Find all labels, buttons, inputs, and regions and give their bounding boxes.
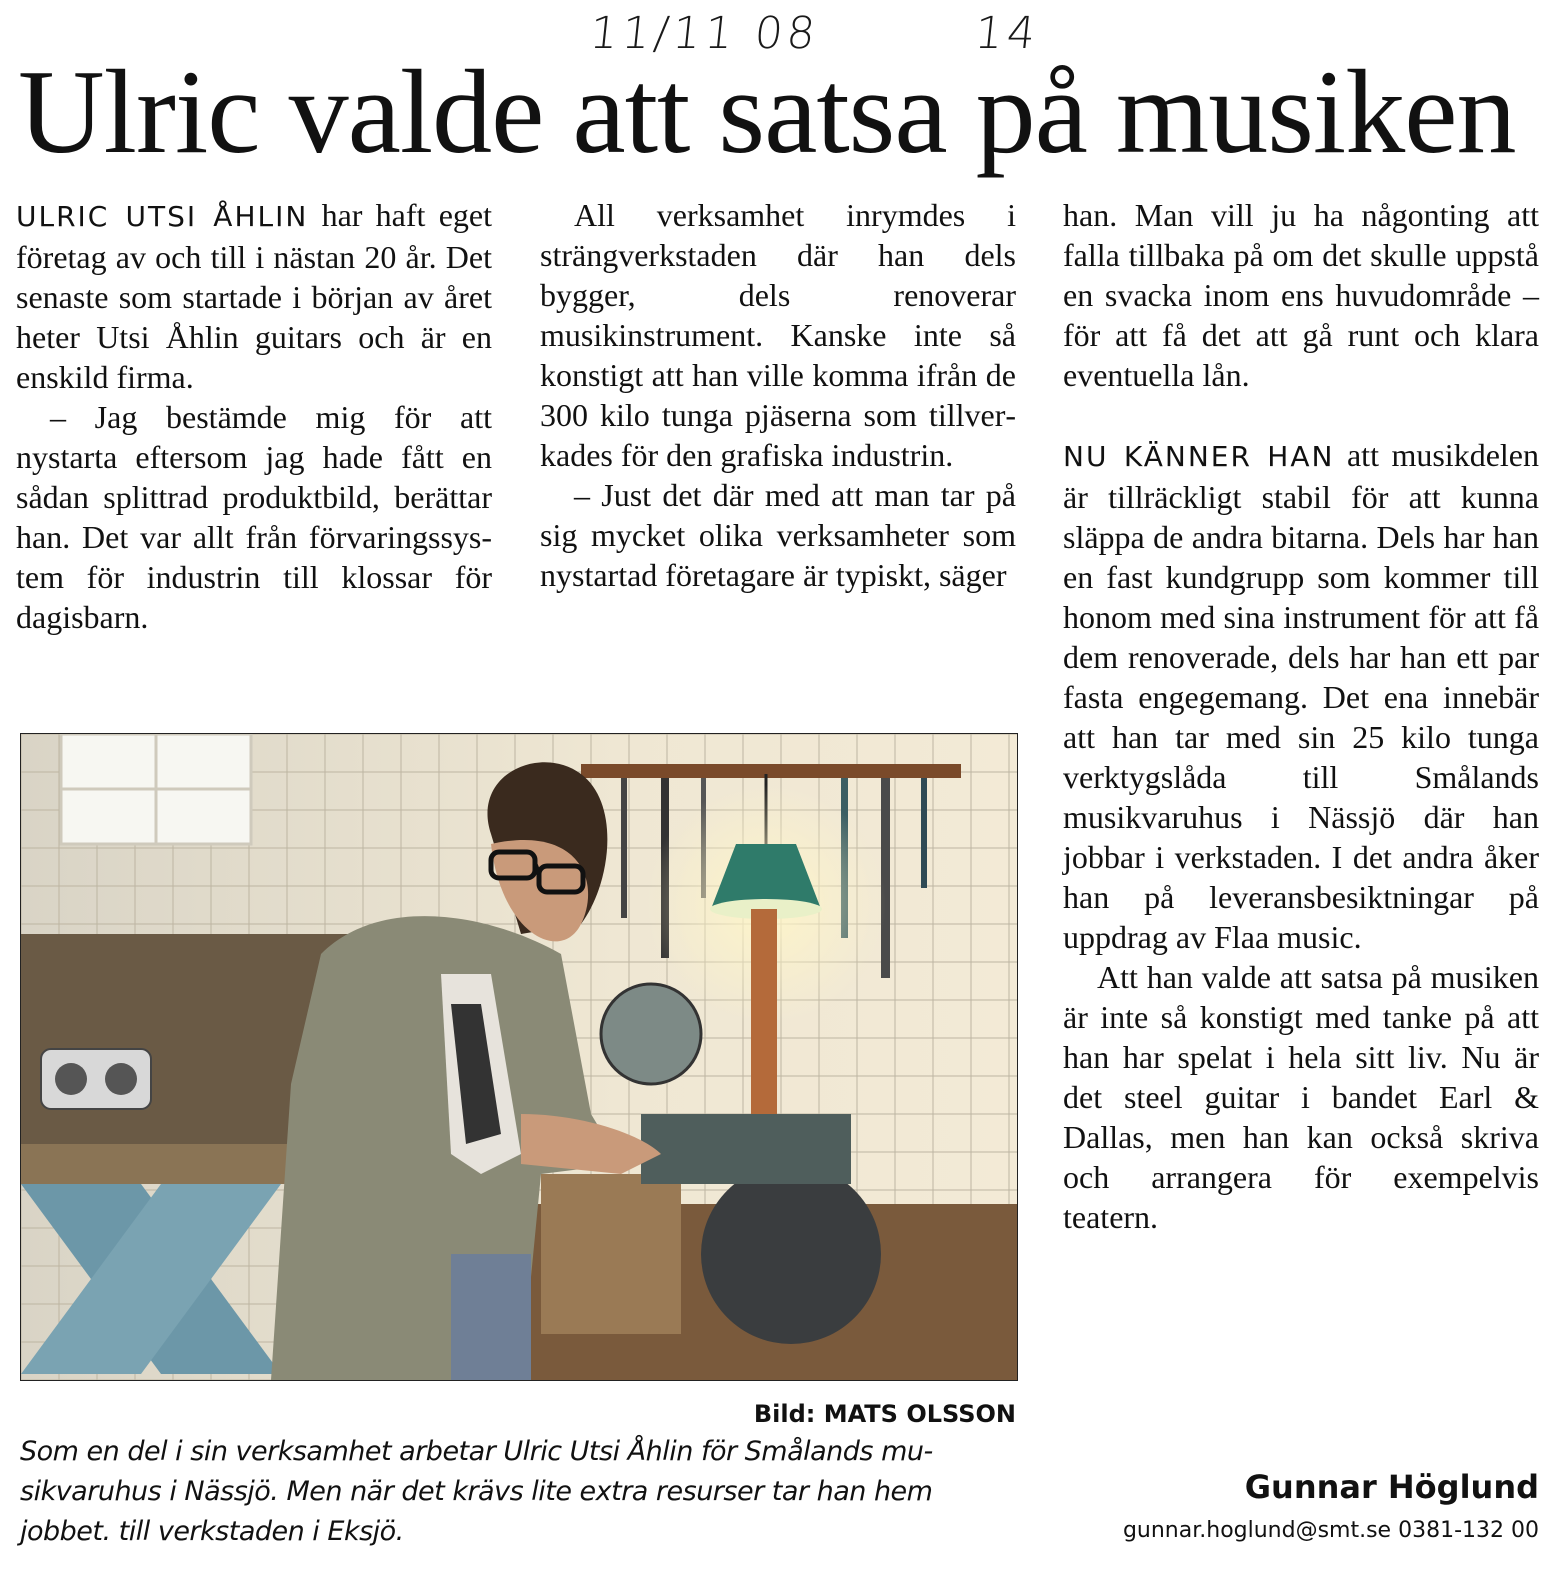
- workshop-photo: [20, 733, 1018, 1381]
- paragraph-text: har haft eget företag av och till i nästan 20 år. Det senaste som startade i början av året heter Utsi Åhlin guitars och är en enskild firma.: [16, 197, 492, 395]
- paragraph: All verksamhet inrymdes i strängverkstaden där han dels bygger, dels renoverar musikinstrument. Kanske inte så konstigt att han ville komma ifrån de 300 kilo tunga pjäserna som tillverkades för den grafiska industrin.: [540, 197, 1016, 473]
- photo-caption: Som en del i sin verksamhet arbetar Ulric Utsi Åhlin för Smålands musikvaruhus i Nässjö. Men när det krävs lite extra resurser tar han hem jobbet. till verkstaden i Eksjö.: [20, 1436, 934, 1547]
- article-column-2: [540, 195, 1016, 595]
- article-column-1: [16, 195, 492, 637]
- photo-credit: Bild: MATS OLSSON: [753, 1400, 1016, 1428]
- article-column-3: [1063, 195, 1539, 1237]
- paragraph: han. Man vill ju ha någonting att falla tillbaka på om det skulle uppstå en svacka inom ens huvudområde – för att få det att gå runt och klara eventuella lån.: [1063, 197, 1539, 393]
- handwritten-page-number: 14: [972, 8, 1042, 59]
- workshop-photo-illustration: [21, 734, 1017, 1380]
- byline-contact: gunnar.hoglund@smt.se 0381-132 00: [1122, 1518, 1539, 1543]
- paragraph-text: att musikdelen är tillräckligt stabil för att kunna släppa de andra bitarna. Dels har han en fast kundgrupp som kommer till honom med sina instrument för att få dem renoverade, dels har han ett par fasta engegemang. Det ena innebär att han tar med sin 25 kilo tunga verktygslåda till Smålands musikvaruhus i Nässjö där han jobbar i verkstaden. I det andra åker han på leveransbesiktningar på uppdrag av Flaa music.: [1063, 437, 1539, 955]
- kicker: ULRIC UTSI ÅHLIN: [16, 200, 309, 233]
- headline: Ulric valde att satsa på musiken: [18, 45, 1516, 178]
- paragraph: [16, 195, 492, 397]
- byline-author: Gunnar Höglund: [1244, 1468, 1539, 1506]
- handwritten-date: 11/11 08: [587, 8, 822, 59]
- paragraph: Att han valde att satsa på musiken är inte så konstigt med tanke på att han har spelat i hela sitt liv. Nu är det steel guitar i bandet Earl & Dallas, men han kan också skriva och arrangera för exempelvis teatern.: [1063, 959, 1539, 1235]
- kicker: NU KÄNNER HAN: [1063, 440, 1335, 473]
- paragraph: – Jag bestämde mig för att nystarta eftersom jag hade fått en sådan splittrad produktbild, berättar han. Det var allt från förvaringssystem för industrin till klossar för dagisbarn.: [16, 399, 492, 635]
- paragraph: – Just det där med att man tar på sig mycket olika verksamheter som nystartad företagare är typiskt, säger: [540, 477, 1016, 593]
- paragraph: [1063, 435, 1539, 957]
- paragraph-gap: [1063, 395, 1539, 435]
